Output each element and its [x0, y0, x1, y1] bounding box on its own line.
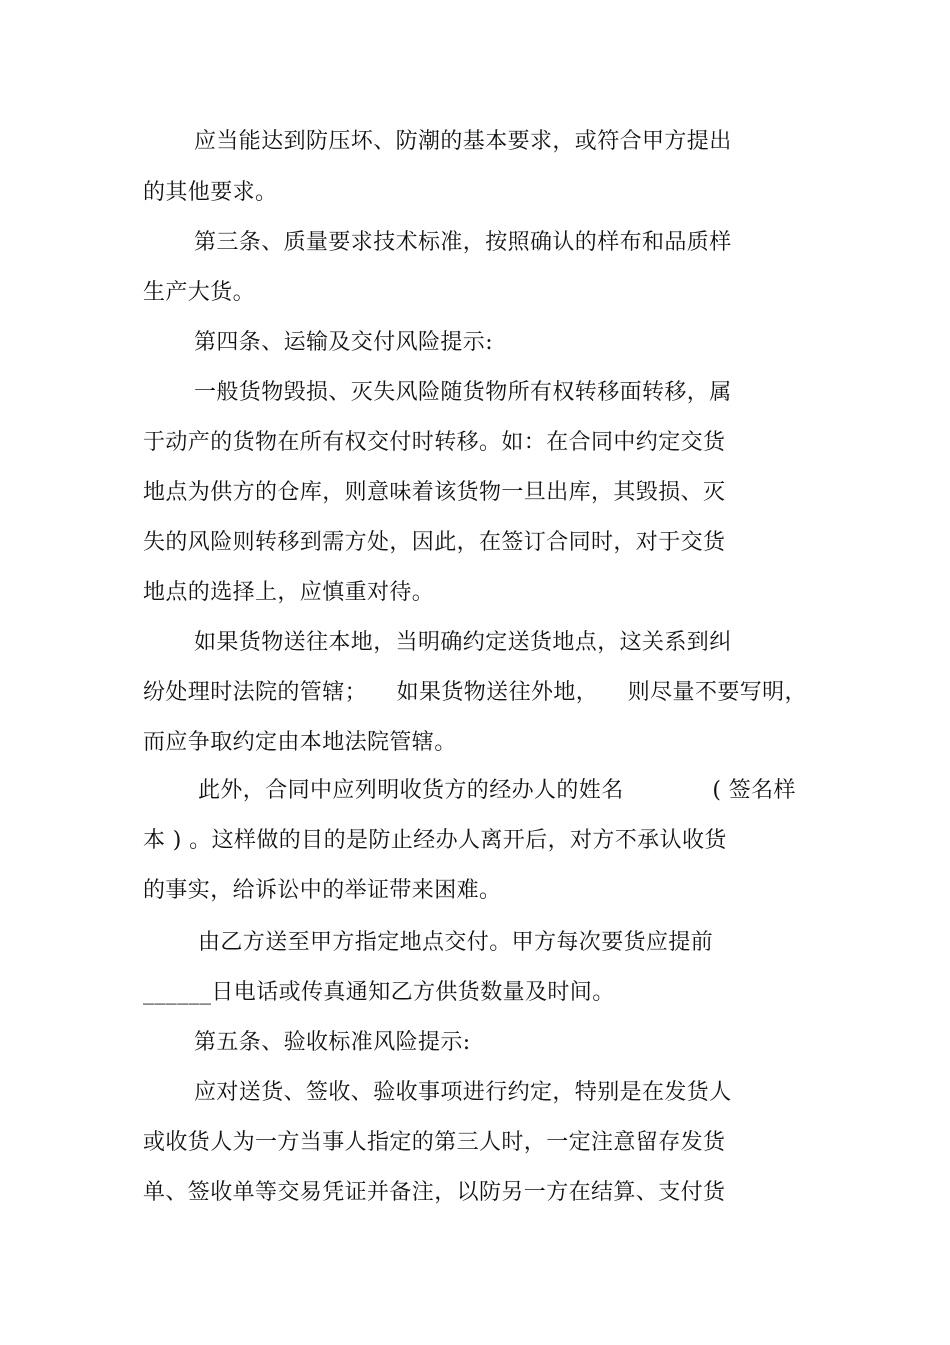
- text-line: 于动产的货物在所有权交付时转移。如：在合同中约定交货: [143, 430, 726, 455]
- text-line: 由乙方送至甲方指定地点交付。甲方每次要货应提前: [198, 930, 714, 955]
- text-line: 本 ) 。这样做的目的是防止经办人离开后，对方不承认收货: [143, 828, 727, 853]
- text-line: 第四条、运输及交付风险提示:: [194, 330, 494, 355]
- text-line: 失的风险则转移到需方处，因此，在签订合同时，对于交货: [143, 530, 726, 555]
- text-line: 的事实，给诉讼中的举证带来困难。: [143, 878, 502, 903]
- text-line: 生产大货。: [143, 280, 256, 305]
- text-line: 单、签收单等交易凭证并备注，以防另一方在结算、支付货: [143, 1180, 726, 1205]
- text-line: 一般货物毁损、灭失风险随货物所有权转移面转移，属: [194, 380, 732, 405]
- text-line: 的其他要求。: [143, 180, 278, 205]
- text-line: 地点为供方的仓库，则意味着该货物一旦出库，其毁损、灭: [143, 480, 726, 505]
- text-line: 应当能达到防压坏、防潮的基本要求，或符合甲方提出: [194, 129, 732, 154]
- text-line: 应对送货、签收、验收事项进行约定，特别是在发货人: [194, 1080, 732, 1105]
- text-line: 纷处理时法院的管辖； 如果货物送往外地， 则尽量不要写明，: [143, 680, 807, 705]
- text-line: 或收货人为一方当事人指定的第三人时，一定注意留存发货: [143, 1130, 726, 1155]
- text-line: 而应争取约定由本地法院管辖。: [143, 730, 457, 755]
- text-line: 地点的选择上，应慎重对待。: [143, 580, 435, 605]
- text-line: ______日电话或传真通知乙方供货数量及时间。: [143, 980, 615, 1005]
- text-line: 此外，合同中应列明收货方的经办人的姓名 ( 签名样: [198, 778, 796, 803]
- text-line: 第三条、质量要求技术标准，按照确认的样布和品质样: [194, 230, 732, 255]
- text-line: 第五条、验收标准风险提示:: [194, 1030, 471, 1055]
- text-line: 如果货物送往本地，当明确约定送货地点，这关系到纠: [194, 630, 732, 655]
